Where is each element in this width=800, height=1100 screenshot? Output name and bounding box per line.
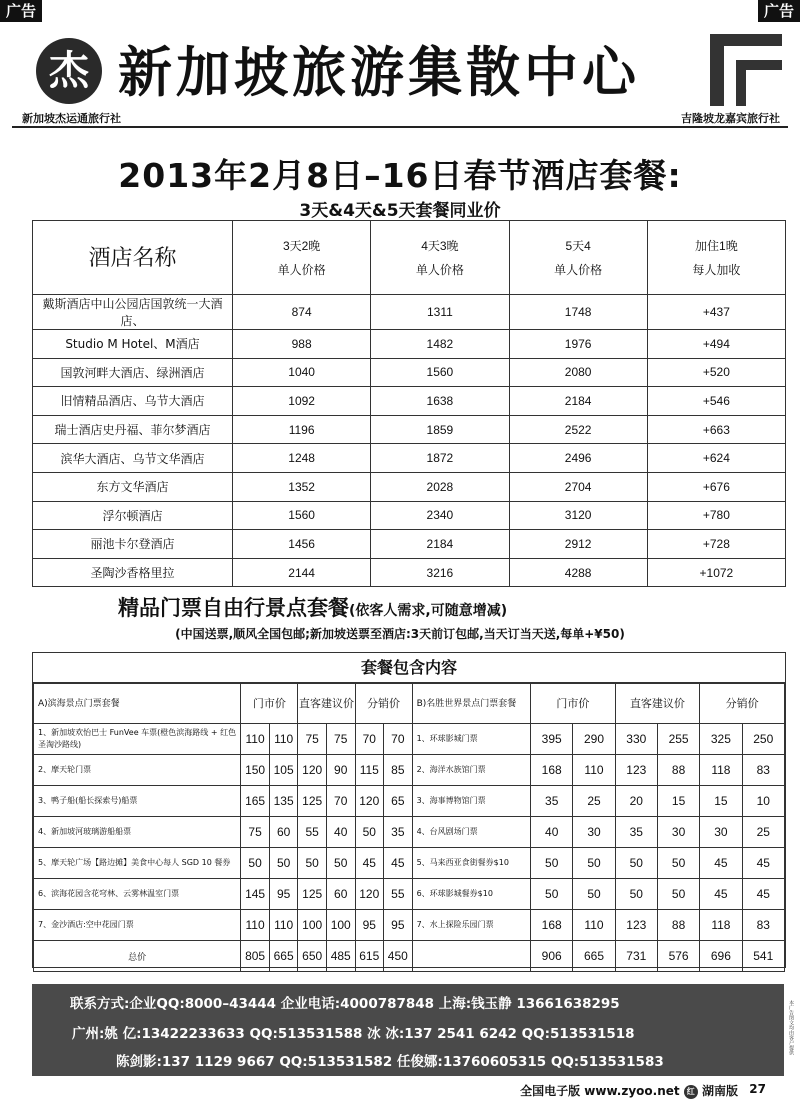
- ticket-item-a: 2、摩天轮门票: [34, 755, 241, 786]
- ticket-price-b: 83: [742, 755, 784, 786]
- hotel-row: [33, 444, 786, 473]
- ticket-item-b: 2、海洋水族馆门票: [412, 755, 530, 786]
- ticket-price-a: 110: [269, 910, 298, 941]
- ticket-price-a: 75: [298, 724, 327, 755]
- ticket-row: [34, 910, 785, 941]
- ticket-price-b: 83: [742, 910, 784, 941]
- total-price-b: 906: [531, 941, 573, 972]
- ticket-price-b: 50: [573, 848, 615, 879]
- price-3day: 874: [233, 295, 371, 330]
- col-extra-night-header: 加住1晚 每人加收: [647, 221, 785, 295]
- ticket-row: [34, 786, 785, 817]
- logo-char: 杰: [49, 48, 89, 94]
- ticket-price-b: 15: [700, 786, 742, 817]
- price-3day: 1248: [233, 444, 371, 473]
- ticket-price-a: 40: [326, 817, 355, 848]
- hotel-row: [33, 387, 786, 416]
- contact-line-1: 联系方式:企业QQ:8000–43444 企业电话:4000787848 上海:钱玉静 13661638295: [70, 996, 620, 1012]
- ticket-price-a: 105: [269, 755, 298, 786]
- ticket-price-a: 120: [298, 755, 327, 786]
- package-title: 精品门票自由行景点套餐(依客人需求,可随意增减): [118, 596, 508, 620]
- price-4day: 2028: [371, 472, 509, 501]
- ticket-price-a: 115: [355, 755, 384, 786]
- ad-tag-left: 广告: [0, 0, 42, 22]
- side-disclaimer: 本广告图文均由客户提供: [788, 1000, 794, 1055]
- footer-site: [520, 1082, 738, 1099]
- price-3day: 1456: [233, 530, 371, 559]
- price-extra-night: +624: [647, 444, 785, 473]
- price-4day: 3216: [371, 558, 509, 587]
- hotel-row: [33, 530, 786, 559]
- total-price-a: 450: [384, 941, 413, 972]
- ticket-price-a: 120: [355, 786, 384, 817]
- price-extra-night: +676: [647, 472, 785, 501]
- ticket-price-b: 30: [700, 817, 742, 848]
- ticket-price-a: 135: [269, 786, 298, 817]
- price-3day: 1092: [233, 387, 371, 416]
- promo-title: 2013年2月8日–16日春节酒店套餐:: [118, 156, 682, 195]
- ticket-row: [34, 817, 785, 848]
- page-number: 27: [749, 1082, 766, 1096]
- hotel-row: [33, 330, 786, 359]
- ticket-price-b: 330: [615, 724, 657, 755]
- hotel-name: Studio M Hotel、M酒店: [33, 330, 233, 359]
- ticket-price-b: 168: [531, 910, 573, 941]
- hotel-row: [33, 472, 786, 501]
- edition-badge-icon: 红: [684, 1085, 698, 1099]
- total-price-b: 541: [742, 941, 784, 972]
- total-price-b: 731: [615, 941, 657, 972]
- ticket-price-b: 123: [615, 755, 657, 786]
- ticket-price-a: 125: [298, 879, 327, 910]
- price-extra-night: +437: [647, 295, 785, 330]
- ticket-price-b: 123: [615, 910, 657, 941]
- ticket-price-b: 50: [657, 848, 699, 879]
- ticket-price-a: 50: [355, 817, 384, 848]
- price-4day: 1859: [371, 415, 509, 444]
- total-price-b: 696: [700, 941, 742, 972]
- ticket-price-b: 25: [573, 786, 615, 817]
- ticket-price-b: 10: [742, 786, 784, 817]
- ticket-price-b: 50: [657, 879, 699, 910]
- hotel-name: 丽池卡尔登酒店: [33, 530, 233, 559]
- ticket-price-b: 118: [700, 910, 742, 941]
- total-price-a: 615: [355, 941, 384, 972]
- ticket-box-title: 套餐包含内容: [33, 653, 785, 683]
- price-5day: 3120: [509, 501, 647, 530]
- ticket-price-b: 25: [742, 817, 784, 848]
- price-4day: 1638: [371, 387, 509, 416]
- price-3day: 988: [233, 330, 371, 359]
- contact-line-3: 陈剑影:137 1129 9667 QQ:513531582 任俊娜:13760605315 QQ:513531583: [116, 1054, 664, 1070]
- price-3day: 2144: [233, 558, 371, 587]
- ticket-price-a: 50: [326, 848, 355, 879]
- price-5day: 4288: [509, 558, 647, 587]
- ticket-price-b: 35: [615, 817, 657, 848]
- col-3day-header: 3天2晚 单人价格: [233, 221, 371, 295]
- ticket-price-a: 95: [384, 910, 413, 941]
- ticket-item-a: 3、鸭子船(船长探索号)船票: [34, 786, 241, 817]
- contact-line-2: 广州:姚 亿:13422233633 QQ:513531588 冰 冰:137 2541 6242 QQ:513531518: [72, 1026, 635, 1042]
- ticket-price-b: 50: [531, 879, 573, 910]
- ticket-price-a: 75: [326, 724, 355, 755]
- left-door-price-header: 门市价: [241, 684, 298, 724]
- ticket-price-a: 100: [298, 910, 327, 941]
- price-3day: 1352: [233, 472, 371, 501]
- ticket-price-a: 110: [241, 724, 270, 755]
- price-3day: 1196: [233, 415, 371, 444]
- ticket-price-a: 110: [269, 724, 298, 755]
- hotel-name: 戴斯酒店中山公园店国敦统一大酒店、: [33, 295, 233, 330]
- total-price-a: 805: [241, 941, 270, 972]
- ticket-item-a: 5、摩天轮广场【路边摊】美食中心每人 SGD 10 餐券: [34, 848, 241, 879]
- ticket-price-a: 145: [241, 879, 270, 910]
- ticket-price-a: 150: [241, 755, 270, 786]
- price-extra-night: +780: [647, 501, 785, 530]
- ticket-price-a: 75: [241, 817, 270, 848]
- ticket-price-a: 70: [384, 724, 413, 755]
- hotel-table-header: [33, 221, 786, 295]
- col-5day-header: 5天4 单人价格: [509, 221, 647, 295]
- agency-singapore: 新加坡杰运通旅行社: [22, 112, 121, 125]
- ticket-package-table: [33, 683, 785, 972]
- ticket-price-a: 70: [355, 724, 384, 755]
- ticket-item-a: 1、新加坡欢怡巴士 FunVee 车票(橙色滨海路线 + 红色圣淘沙路线): [34, 724, 241, 755]
- ticket-price-b: 50: [573, 879, 615, 910]
- ticket-price-b: 88: [657, 755, 699, 786]
- ticket-price-a: 50: [269, 848, 298, 879]
- ticket-price-a: 60: [326, 879, 355, 910]
- hotel-name: 国敦河畔大酒店、绿洲酒店: [33, 358, 233, 387]
- price-5day: 2080: [509, 358, 647, 387]
- hotel-row: [33, 501, 786, 530]
- brand-f-logo: [706, 30, 786, 110]
- price-4day: 2184: [371, 530, 509, 559]
- main-title: 新加坡旅游集散中心: [118, 41, 640, 104]
- hotel-row: [33, 295, 786, 330]
- ticket-item-b: 4、台风剧场门票: [412, 817, 530, 848]
- ticket-price-a: 125: [298, 786, 327, 817]
- ticket-row: [34, 879, 785, 910]
- total-label: 总价: [34, 941, 241, 972]
- ticket-price-b: 45: [700, 848, 742, 879]
- header-divider: [12, 126, 788, 128]
- price-extra-night: +728: [647, 530, 785, 559]
- ticket-price-a: 55: [298, 817, 327, 848]
- ticket-price-b: 45: [742, 879, 784, 910]
- price-extra-night: +520: [647, 358, 785, 387]
- ticket-price-a: 70: [326, 786, 355, 817]
- total-price-b: 665: [573, 941, 615, 972]
- package-title-note: (依客人需求,可随意增减): [349, 603, 508, 619]
- total-price-a: 665: [269, 941, 298, 972]
- agency-kualalumpur: 吉隆坡龙嘉宾旅行社: [681, 112, 780, 125]
- ticket-price-b: 30: [573, 817, 615, 848]
- right-package-header: B)名胜世界景点门票套餐: [412, 684, 530, 724]
- ticket-price-b: 35: [531, 786, 573, 817]
- ticket-price-a: 60: [269, 817, 298, 848]
- ticket-total-row: [34, 941, 785, 972]
- price-extra-night: +494: [647, 330, 785, 359]
- ticket-item-a: 7、金沙酒店:空中花园门票: [34, 910, 241, 941]
- ticket-price-b: 15: [657, 786, 699, 817]
- ticket-price-b: 40: [531, 817, 573, 848]
- ticket-price-a: 55: [384, 879, 413, 910]
- hotel-row: [33, 415, 786, 444]
- package-subtitle: (中国送票,顺风全国包邮;新加坡送票至酒店:3天前订包邮,当天订当天送,每单+¥50): [175, 627, 625, 641]
- total-price-a: 485: [326, 941, 355, 972]
- price-5day: 2704: [509, 472, 647, 501]
- price-extra-night: +663: [647, 415, 785, 444]
- ticket-price-a: 165: [241, 786, 270, 817]
- ticket-price-a: 95: [355, 910, 384, 941]
- footer-edition: 湖南版: [701, 1084, 738, 1098]
- ticket-price-b: 20: [615, 786, 657, 817]
- ticket-price-b: 50: [615, 879, 657, 910]
- hotel-name: 浮尔顿酒店: [33, 501, 233, 530]
- ticket-item-a: 6、滨海花园含花穹林、云雾林温室门票: [34, 879, 241, 910]
- price-4day: 2340: [371, 501, 509, 530]
- price-extra-night: +546: [647, 387, 785, 416]
- right-dist-price-header: 分销价: [700, 684, 785, 724]
- ticket-price-b: 118: [700, 755, 742, 786]
- hotel-name: 旧情精品酒店、乌节大酒店: [33, 387, 233, 416]
- ticket-price-b: 168: [531, 755, 573, 786]
- ticket-item-b: 7、水上探险乐园门票: [412, 910, 530, 941]
- ticket-price-a: 90: [326, 755, 355, 786]
- hotel-row: [33, 358, 786, 387]
- ticket-price-a: 50: [298, 848, 327, 879]
- total-blank: [412, 941, 530, 972]
- contact-bar: [32, 984, 784, 1076]
- ticket-price-b: 45: [700, 879, 742, 910]
- price-5day: 1976: [509, 330, 647, 359]
- hotel-name: 滨华大酒店、乌节文华酒店: [33, 444, 233, 473]
- ticket-price-b: 255: [657, 724, 699, 755]
- price-5day: 2496: [509, 444, 647, 473]
- ticket-price-a: 85: [384, 755, 413, 786]
- price-extra-night: +1072: [647, 558, 785, 587]
- ticket-price-b: 50: [531, 848, 573, 879]
- price-5day: 2912: [509, 530, 647, 559]
- ticket-price-b: 88: [657, 910, 699, 941]
- ticket-row: [34, 755, 785, 786]
- ad-tag-right: 广告: [758, 0, 800, 22]
- price-4day: 1482: [371, 330, 509, 359]
- ticket-price-b: 250: [742, 724, 784, 755]
- hotel-name: 东方文华酒店: [33, 472, 233, 501]
- ticket-price-b: 290: [573, 724, 615, 755]
- ticket-item-b: 5、马来西亚食街餐券$10: [412, 848, 530, 879]
- ticket-price-a: 65: [384, 786, 413, 817]
- price-3day: 1040: [233, 358, 371, 387]
- ticket-price-a: 45: [384, 848, 413, 879]
- ticket-price-a: 110: [241, 910, 270, 941]
- ticket-price-a: 95: [269, 879, 298, 910]
- ticket-item-a: 4、新加坡河玻璃游船船票: [34, 817, 241, 848]
- ticket-price-b: 325: [700, 724, 742, 755]
- hotel-name-header: 酒店名称: [33, 221, 233, 295]
- ticket-price-a: 35: [384, 817, 413, 848]
- company-logo: [36, 38, 102, 104]
- ticket-price-a: 50: [241, 848, 270, 879]
- ticket-price-a: 120: [355, 879, 384, 910]
- right-direct-price-header: 直客建议价: [615, 684, 700, 724]
- ticket-row: [34, 724, 785, 755]
- price-3day: 1560: [233, 501, 371, 530]
- price-5day: 2184: [509, 387, 647, 416]
- left-direct-price-header: 直客建议价: [298, 684, 355, 724]
- price-4day: 1311: [371, 295, 509, 330]
- ticket-price-b: 395: [531, 724, 573, 755]
- footer-site-text[interactable]: 全国电子版 www.zyoo.net: [520, 1084, 680, 1098]
- col-4day-header: 4天3晚 单人价格: [371, 221, 509, 295]
- left-dist-price-header: 分销价: [355, 684, 412, 724]
- ticket-item-b: 1、环球影城门票: [412, 724, 530, 755]
- price-5day: 2522: [509, 415, 647, 444]
- ticket-price-b: 50: [615, 848, 657, 879]
- ticket-price-b: 45: [742, 848, 784, 879]
- hotel-name: 瑞士酒店史丹福、菲尔梦酒店: [33, 415, 233, 444]
- right-door-price-header: 门市价: [531, 684, 616, 724]
- hotel-name: 圣陶沙香格里拉: [33, 558, 233, 587]
- price-4day: 1560: [371, 358, 509, 387]
- ticket-package-box: [32, 652, 786, 968]
- ticket-row: [34, 848, 785, 879]
- ticket-item-b: 6、环球影城餐券$10: [412, 879, 530, 910]
- hotel-price-table: [32, 220, 786, 587]
- price-5day: 1748: [509, 295, 647, 330]
- ticket-price-a: 100: [326, 910, 355, 941]
- ticket-price-a: 45: [355, 848, 384, 879]
- total-price-b: 576: [657, 941, 699, 972]
- ticket-table-header: [34, 684, 785, 724]
- ticket-price-b: 110: [573, 755, 615, 786]
- price-4day: 1872: [371, 444, 509, 473]
- ticket-price-b: 30: [657, 817, 699, 848]
- promo-subtitle: 3天&4天&5天套餐同业价: [299, 201, 501, 221]
- total-price-a: 650: [298, 941, 327, 972]
- ticket-item-b: 3、海事博物馆门票: [412, 786, 530, 817]
- hotel-row: [33, 558, 786, 587]
- ticket-price-b: 110: [573, 910, 615, 941]
- left-package-header: A)滨海景点门票套餐: [34, 684, 241, 724]
